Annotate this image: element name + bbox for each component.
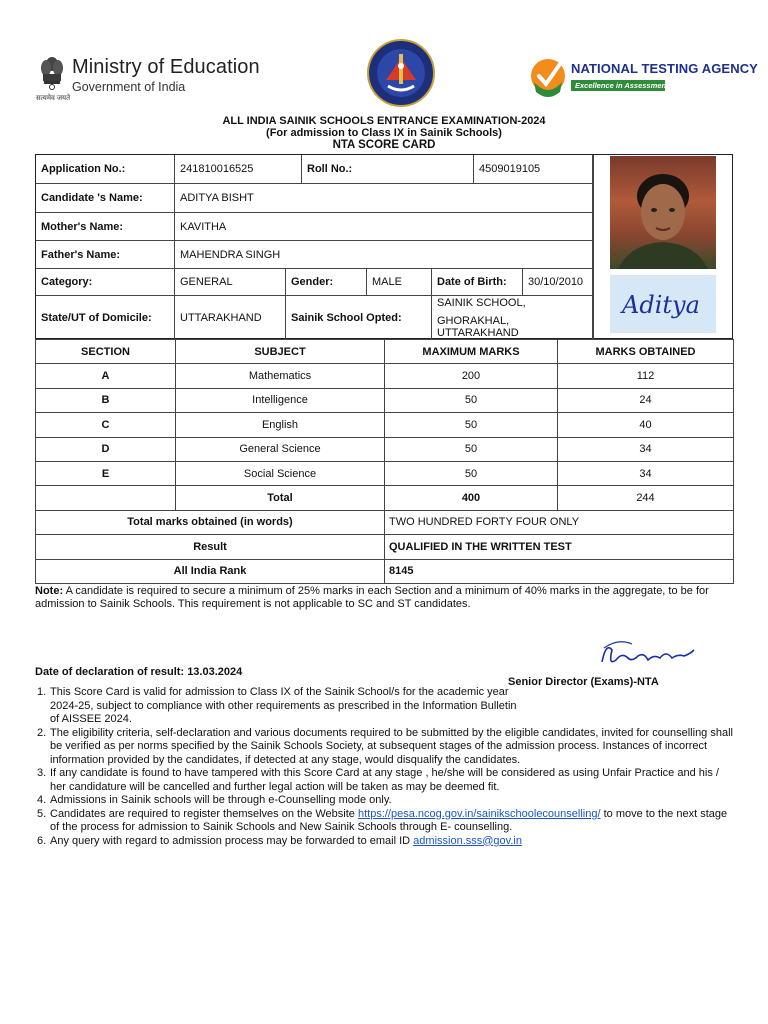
marks-obtained-header: MARKS OBTAINED [558,340,734,364]
total-words-label: Total marks obtained (in words) [36,510,385,534]
subject-cell: Mathematics [176,364,385,388]
list-number: 5. [37,807,47,820]
rank-label: All India Rank [36,559,385,583]
section-cell: C [36,413,176,437]
list-number: 3. [37,767,47,779]
obtained-cell: 24 [558,388,734,412]
table-row [36,364,734,388]
marks-header-row [36,340,734,364]
obtained-cell: 112 [558,364,734,388]
school-opted-line1: SAINIK SCHOOL, [437,297,526,309]
candidate-photo [610,156,716,269]
note-label: Note: [35,585,64,597]
list-number: 1. [37,686,47,698]
application-no-label: Application No.: [36,155,175,184]
dob-value: 30/10/2010 [523,269,593,296]
result-row [36,535,734,559]
state-value: UTTARAKHAND [175,296,286,340]
max-marks-cell: 50 [385,437,558,461]
scorecard-title: NTA SCORE CARD [332,139,436,151]
total-words-value: TWO HUNDRED FORTY FOUR ONLY [385,510,734,534]
max-marks-cell: 200 [385,364,558,388]
subject-cell: Intelligence [176,388,385,412]
candidate-info-table [35,154,733,339]
candidate-signature-text: Aditya [622,291,700,319]
ministry-title: Ministry of Education [72,56,260,78]
school-opted-line2: GHORAKHAL, UTTARAKHAND [437,315,519,339]
gender-label: Gender: [286,269,367,296]
rank-row [36,559,734,583]
candidate-name-value: ADITYA BISHT [175,184,593,213]
state-label: State/UT of Domicile: [36,296,175,340]
nta-tagline: Excellence in Assessment [571,80,665,91]
mother-name-label: Mother's Name: [36,213,175,241]
max-marks-header: MAXIMUM MARKS [385,340,558,364]
list-number: 2. [37,726,47,739]
declaration-date: Date of declaration of result: 13.03.2024 [35,666,243,678]
nta-checkmark-icon [530,52,566,98]
candidate-name-label: Candidate 's Name: [36,184,175,213]
section-cell: B [36,388,176,412]
table-row [36,461,734,485]
nta-title: NATIONAL TESTING AGENCY [571,61,758,76]
list-number: 4. [37,794,47,806]
section-header: SECTION [36,340,176,364]
total-obtained: 244 [558,486,734,510]
exam-title: ALL INDIA SAINIK SCHOOLS ENTRANCE EXAMINATION-2024 [222,115,546,127]
exam-subtitle: (For admission to Class IX in Sainik Schools) [266,127,502,139]
ministry-of-education-logo [38,50,278,106]
category-label: Category: [36,269,175,296]
table-row [36,388,734,412]
obtained-cell: 34 [558,437,734,461]
total-label: Total [176,486,385,510]
total-row [36,486,734,510]
list-item [35,835,735,849]
obtained-cell: 40 [558,413,734,437]
subject-cell: Social Science [176,461,385,485]
note-text: A candidate is required to secure a minimum of 25% marks in each Section and a minimum of 40% marks in the aggregate, to be for admission to Sainik Schools. This requirement is not applicable to SC and ST candidates. [35,585,709,610]
school-opted-value [432,296,593,340]
signatory-title: Senior Director (Exams)-NTA [508,676,659,688]
nta-logo [530,50,758,100]
photo-signature-area [593,155,734,340]
roll-no-label: Roll No.: [302,155,474,184]
list-number: 6. [37,834,47,847]
instruction-text: Admissions in Sainik schools will be through e-Counselling mode only. [50,794,392,806]
instruction-text: This Score Card is valid for admission to Class IX of the Sainik School/s for the academic year 2024-25, subject to compliance with other requirements as prescribed in the Information Bulletin of AISSEE 2024. [50,686,517,725]
ministry-subtitle: Government of India [72,80,186,94]
subject-cell: English [176,413,385,437]
instruction-text: If any candidate is found to have tampered with this Score Card at any stage , he/she will be considered as using Unfair Practice and his / her candidature will be cancelled and further legal action will be taken as may be deemed fit. [50,767,719,793]
result-value: QUALIFIED IN THE WRITTEN TEST [385,535,734,559]
max-marks-cell: 50 [385,413,558,437]
instructions-list [35,686,735,848]
father-name-value: MAHENDRA SINGH [175,241,593,269]
subject-cell: General Science [176,437,385,461]
list-item [35,767,735,794]
obtained-cell: 34 [558,461,734,485]
section-cell: D [36,437,176,461]
director-signature [598,632,698,672]
list-item [35,794,735,808]
sainik-school-crest-icon [366,36,436,110]
marks-table [35,339,734,584]
total-max: 400 [385,486,558,510]
list-item [35,727,735,768]
subject-header: SUBJECT [176,340,385,364]
note-paragraph [35,585,735,610]
school-opted-label: Sainik School Opted: [286,296,432,340]
roll-no-value: 4509019105 [474,155,593,184]
instruction-text: to move to the next stage of the process for admission to Sainik Schools and New Sainik Schools through E- counselling. [50,807,728,833]
list-item [35,686,735,727]
section-cell: E [36,461,176,485]
max-marks-cell: 50 [385,388,558,412]
dob-label: Date of Birth: [432,269,523,296]
max-marks-cell: 50 [385,461,558,485]
category-value: GENERAL [175,269,286,296]
mother-name-value: KAVITHA [175,213,593,241]
table-row [36,437,734,461]
emblem-motto: सत्यमेव जयते [36,95,71,102]
instruction-text: Any query with regard to admission process may be forwarded to email ID [50,834,411,847]
words-row [36,510,734,534]
total-blank-cell [36,486,176,510]
father-name-label: Father's Name: [36,241,175,269]
counselling-website-link[interactable]: https://pesa.ncog.gov.in/sainikschoolecounselling/ [357,807,601,820]
application-no-value: 241810016525 [175,155,302,184]
section-cell: A [36,364,176,388]
result-label: Result [36,535,385,559]
list-item [35,808,735,835]
candidate-signature [610,275,716,333]
instruction-text: Candidates are required to register themselves on the Website [50,807,355,820]
instruction-text: The eligibility criteria, self-declaration and various documents required to be submitted by the eligible candidates, invited for counselling shall be verified as per norms specified by the Sainik Schools Society, at subsequent stages of the admission process. Instances of incorrect information provided by the candidates, if detected at any stage, would disqualify the candidates. [50,726,733,766]
table-row [36,413,734,437]
gender-value: MALE [367,269,432,296]
admission-email-link[interactable]: admission.sss@gov.in [413,834,522,847]
rank-value: 8145 [385,559,734,583]
